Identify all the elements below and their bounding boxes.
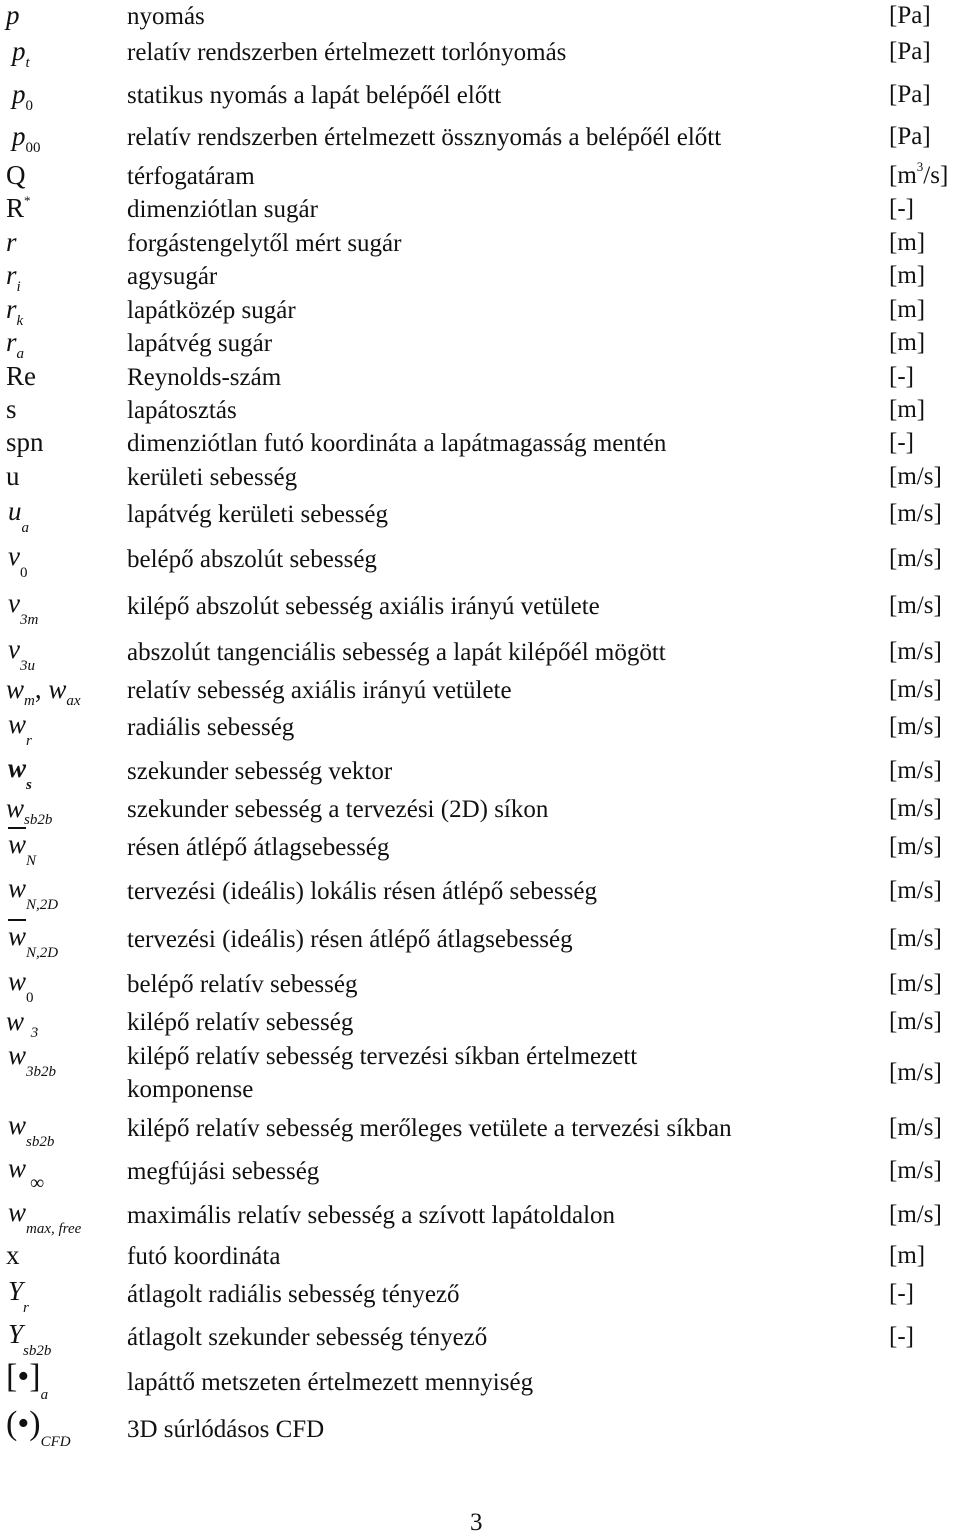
- symbol: p: [6, 0, 20, 30]
- symbol: R*: [6, 193, 31, 223]
- unit: [m]: [889, 296, 926, 323]
- unit: [m]: [889, 396, 926, 423]
- description: lapátvég sugár: [127, 330, 273, 357]
- unit: [-]: [889, 1280, 914, 1307]
- symbol: $r_i$: [6, 260, 21, 295]
- description: relatív rendszerben értelmezett össznyomás a belépőél előtt: [127, 124, 722, 151]
- symbol: $p_t$: [12, 36, 30, 71]
- description: tervezési (ideális) lokális résen átlépő sebesség: [127, 878, 597, 905]
- description: kilépő abszolút sebesség axiális irányú vetülete: [127, 593, 600, 620]
- description: belépő relatív sebesség: [127, 971, 358, 998]
- symbol: Re: [6, 361, 36, 391]
- unit: [m/s]: [889, 713, 942, 740]
- symbol: x: [6, 1240, 20, 1270]
- unit: $[m^3/s]$: [889, 159, 949, 189]
- description: dimenziótlan futó koordináta a lapátmagasság mentén: [127, 430, 667, 457]
- symbol: $Y_{sb2b}$: [8, 1319, 52, 1359]
- unit: [m/s]: [889, 463, 942, 490]
- unit: [m/s]: [889, 500, 942, 527]
- symbol: $p_{00}$: [12, 121, 41, 156]
- unit: [-]: [889, 1323, 914, 1350]
- unit: [m/s]: [889, 925, 942, 952]
- symbol: r: [6, 227, 17, 257]
- description: szekunder sebesség vektor: [127, 758, 393, 785]
- symbol: $w_r$: [8, 709, 32, 749]
- symbol: $r_k$: [6, 294, 24, 329]
- symbol: $w_{max, free}$: [8, 1197, 82, 1237]
- description: lapáttő metszeten értelmezett mennyiség: [127, 1369, 534, 1396]
- description: abszolút tangenciális sebesség a lapát kilépőél mögött: [127, 639, 666, 666]
- symbol: $\overline{w}_N$: [8, 829, 37, 869]
- symbol: $v_0$: [8, 541, 28, 581]
- unit: [m/s]: [889, 833, 942, 860]
- description: forgástengelytől mért sugár: [127, 230, 402, 257]
- symbol: w $_\infty$: [8, 1153, 45, 1194]
- unit: [m/s]: [889, 795, 942, 822]
- unit: [Pa]: [889, 38, 931, 65]
- symbol: $\overline{w}_{N,2D}$: [8, 921, 59, 961]
- symbol: $w_0$: [8, 966, 34, 1006]
- unit: [m/s]: [889, 676, 942, 703]
- unit: [-]: [889, 363, 914, 390]
- unit: [Pa]: [889, 123, 931, 150]
- description: kerületi sebesség: [127, 464, 298, 491]
- unit: [-]: [889, 429, 914, 456]
- unit: [Pa]: [889, 2, 931, 29]
- description: belépő abszolút sebesség: [127, 546, 377, 573]
- description: térfogatáram: [127, 163, 255, 190]
- unit: [m]: [889, 229, 926, 256]
- unit: [m/s]: [889, 1008, 942, 1035]
- unit: [m/s]: [889, 1059, 942, 1086]
- symbol: $p_0$: [12, 79, 33, 114]
- description: statikus nyomás a lapát belépőél előtt: [127, 82, 502, 109]
- description: résen átlépő átlagsebesség: [127, 834, 390, 861]
- symbol: $r_a$: [6, 327, 25, 362]
- description: kilépő relatív sebesség: [127, 1009, 354, 1036]
- symbol: $w_{sb2b}$: [8, 1110, 55, 1150]
- description: tervezési (ideális) résen átlépő átlagsebesség: [127, 926, 573, 953]
- symbol: $w_s$: [8, 753, 32, 793]
- unit: [m/s]: [889, 1201, 942, 1228]
- symbol: $w_{N,2D}$: [8, 873, 59, 913]
- unit: [m/s]: [889, 545, 942, 572]
- unit: [m/s]: [889, 877, 942, 904]
- description: nyomás: [127, 3, 205, 30]
- unit: [m/s]: [889, 970, 942, 997]
- symbol: $v_{3m}$: [8, 588, 39, 628]
- description: kilépő relatív sebesség merőleges vetülete a tervezési síkban: [127, 1115, 732, 1142]
- description: 3D súrlódásos CFD: [127, 1416, 325, 1443]
- description: maximális relatív sebesség a szívott lapátoldalon: [127, 1202, 616, 1229]
- unit: [m/s]: [889, 757, 942, 784]
- symbol: $w_{3b2b}$: [8, 1040, 57, 1080]
- symbol: $w_{sb2b}$: [6, 793, 53, 828]
- description: futó koordináta: [127, 1243, 281, 1270]
- description: lapátközép sugár: [127, 297, 296, 324]
- symbol: spn: [6, 427, 44, 457]
- description: relatív rendszerben értelmezett torlónyomás: [127, 39, 567, 66]
- symbol: $v_{3u}$: [8, 634, 35, 674]
- unit: [m]: [889, 1242, 926, 1269]
- unit: [Pa]: [889, 81, 931, 108]
- unit: [m]: [889, 329, 926, 356]
- symbol: $Y_r$: [8, 1276, 29, 1316]
- unit: [m/s]: [889, 1157, 942, 1184]
- symbol: u: [6, 461, 20, 491]
- symbol: $u_a$: [8, 496, 29, 536]
- description: dimenziótlan sugár: [127, 196, 318, 223]
- symbol: s: [6, 394, 17, 424]
- description: agysugár: [127, 263, 218, 290]
- description: átlagolt radiális sebesség tényező: [127, 1281, 460, 1308]
- symbol: $(•)_{CFD}$: [6, 1405, 71, 1450]
- symbol: w $_3$: [6, 1006, 39, 1041]
- unit: [m/s]: [889, 592, 942, 619]
- unit: [m]: [889, 262, 926, 289]
- description: Reynolds-szám: [127, 364, 282, 391]
- description: lapátvég kerületi sebesség: [127, 501, 389, 528]
- description: szekunder sebesség a tervezési (2D) síkon: [127, 796, 549, 823]
- page-number: 3: [470, 1509, 483, 1536]
- description: átlagolt szekunder sebesség tényező: [127, 1324, 488, 1351]
- unit: [m/s]: [889, 638, 942, 665]
- symbol: Q: [6, 160, 26, 190]
- symbol: $[•]_a$: [6, 1358, 49, 1403]
- description: relatív sebesség axiális irányú vetülete: [127, 677, 512, 704]
- unit: [-]: [889, 195, 914, 222]
- description: lapátosztás: [127, 397, 237, 424]
- description: kilépő relatív sebesség tervezési síkban értelmezett komponense: [127, 1043, 638, 1103]
- unit: [m/s]: [889, 1114, 942, 1141]
- description: radiális sebesség: [127, 714, 295, 741]
- description: megfújási sebesség: [127, 1158, 320, 1185]
- symbol: $w_m$, $w_{ax}$: [6, 674, 81, 709]
